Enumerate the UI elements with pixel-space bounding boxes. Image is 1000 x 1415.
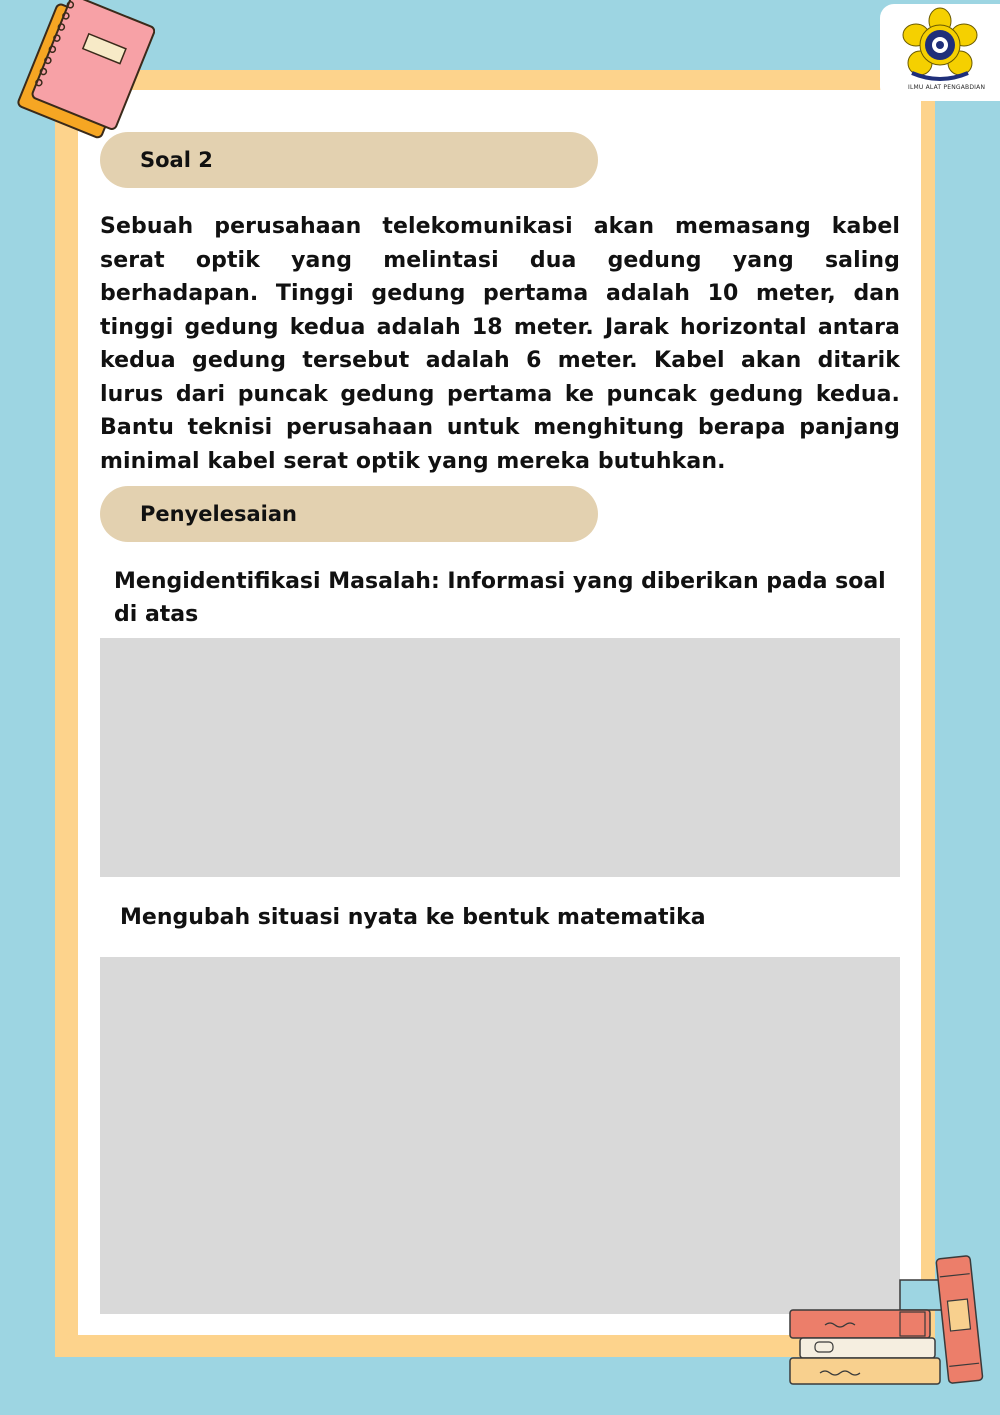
- university-logo-icon: [898, 7, 982, 83]
- notebook-icon: [5, 0, 155, 145]
- problem-label: Soal 2: [100, 132, 598, 188]
- logo-caption: ILMU ALAT PENGABDIAN: [908, 84, 986, 91]
- answer-box-model[interactable]: [100, 957, 900, 1314]
- books-stack-icon: [785, 1255, 1000, 1415]
- step-identify-heading: Mengidentifikasi Masalah: Informasi yang diberikan pada soal di atas: [114, 569, 886, 627]
- solution-label: Penyelesaian: [100, 486, 598, 542]
- problem-text: Sebuah perusahaan telekomunikasi akan memasang kabel serat optik yang melintasi dua gedung yang saling berhadapan. Tinggi gedung pertama adalah 10 meter, dan tinggi gedung kedua adalah 18 meter. Jarak horizontal antara kedua gedung tersebut adalah 6 meter. Kabel akan ditarik lurus dari puncak gedung pertama ke puncak gedung kedua. Bantu teknisi perusahaan untuk menghitung berapa panjang minimal kabel serat optik yang mereka butuhkan.: [100, 214, 900, 474]
- logo-card: [880, 4, 1000, 101]
- answer-box-identify[interactable]: [100, 638, 900, 877]
- step-model-heading: Mengubah situasi nyata ke bentuk matematika: [120, 905, 706, 930]
